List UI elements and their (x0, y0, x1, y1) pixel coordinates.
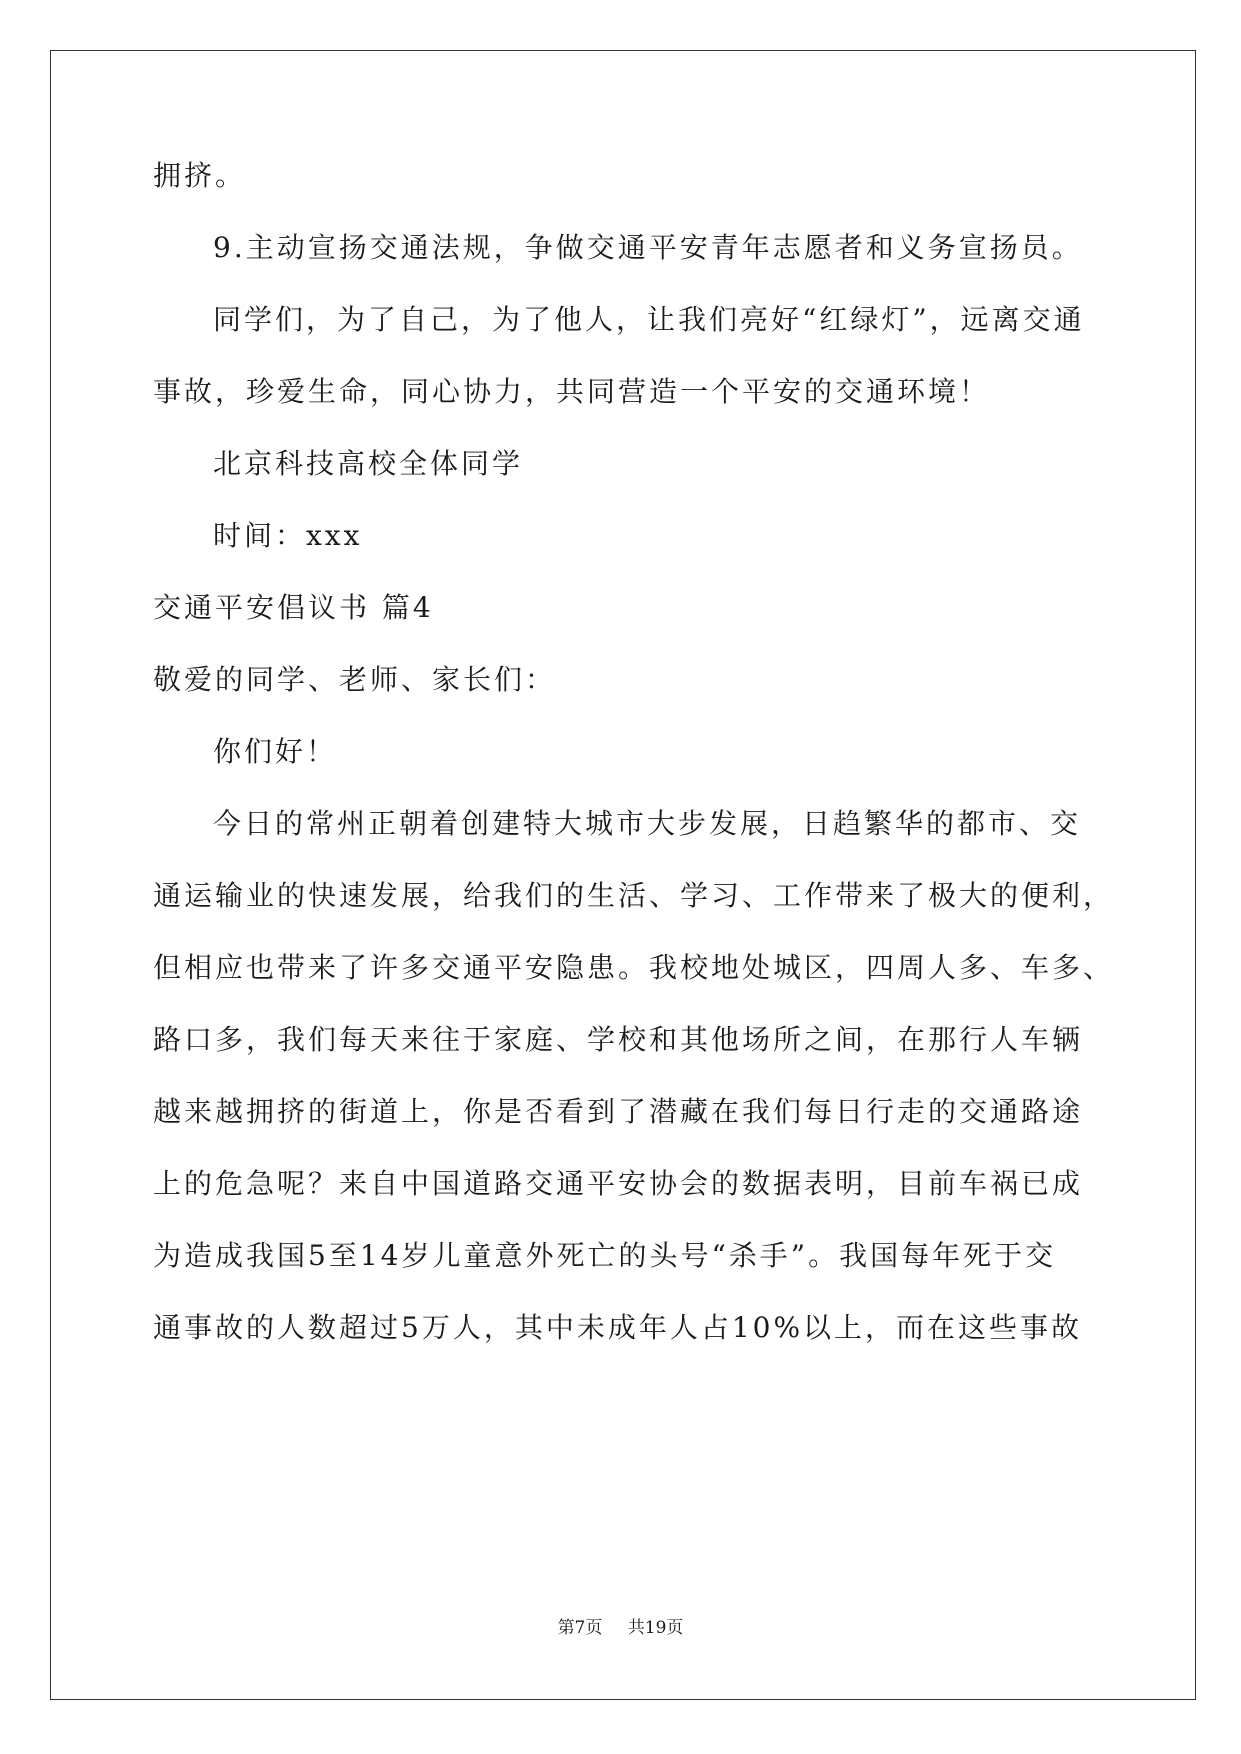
text-line: 上的危急呢？来自中国道路交通平安协会的数据表明，目前车祸已成 (153, 1167, 1084, 1200)
salutation: 敬爱的同学、老师、家长们： (153, 663, 557, 696)
text-line: 通事故的人数超过5万人，其中未成年人占10%以上，而在这些事故 (153, 1311, 1083, 1344)
page-total: 共19页 (627, 1618, 684, 1638)
page-footer (0, 1618, 1241, 1638)
text-line: 同学们，为了自己，为了他人，让我们亮好“红绿灯”，远离交通 (213, 303, 1085, 336)
page-number: 第7页 (557, 1618, 603, 1638)
text-line: 9.主动宣扬交通法规，争做交通平安青年志愿者和义务宣扬员。 (213, 231, 1083, 264)
text-line: 为造成我国5至14岁儿童意外死亡的头号“杀手”。我国每年死于交 (153, 1239, 1057, 1272)
page-border (50, 50, 1196, 1700)
text-line: 路口多，我们每天来往于家庭、学校和其他场所之间，在那行人车辆 (153, 1023, 1084, 1056)
text-line: 越来越拥挤的街道上，你是否看到了潜藏在我们每日行走的交通路途 (153, 1095, 1084, 1128)
section-heading: 交通平安倡议书 篇4 (153, 591, 434, 624)
signature-line: 北京科技高校全体同学 (213, 447, 524, 480)
text-line: 但相应也带来了许多交通平安隐患。我校地处城区，四周人多、车多、 (153, 951, 1115, 984)
text-line: 事故，珍爱生命，同心协力，共同营造一个平安的交通环境！ (153, 375, 991, 408)
text-line: 今日的常州正朝着创建特大城市大步发展，日趋繁华的都市、交 (213, 807, 1082, 840)
date-line: 时间：xxx (213, 519, 363, 552)
text-line: 拥挤。 (153, 159, 247, 192)
text-line: 通运输业的快速发展，给我们的生活、学习、工作带来了极大的便利， (153, 879, 1115, 912)
greeting: 你们好！ (213, 735, 338, 768)
